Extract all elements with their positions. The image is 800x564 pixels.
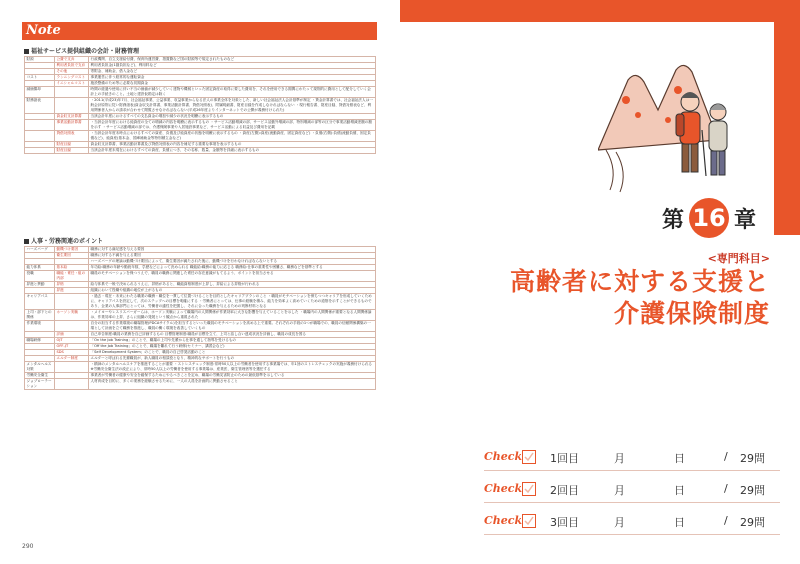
month-label: 月 — [614, 484, 625, 497]
row-subcategory: 資金収支計算書 — [55, 114, 89, 120]
checkbox[interactable] — [522, 450, 536, 464]
month-label: 月 — [614, 516, 625, 529]
row-description: エルダーと呼ばれる先輩職員が、新人職員の相談役となり、精神的なサポートを行うもの — [89, 356, 376, 362]
orange-side-band — [774, 0, 800, 235]
row-category: ハーズバーグ — [25, 247, 55, 253]
row-description: 事業運営に伴う経常的な運転資金 — [89, 75, 376, 81]
check-row — [484, 510, 780, 535]
checkmark-icon — [523, 483, 535, 495]
square-bullet-icon — [24, 239, 29, 244]
finance-table — [24, 56, 376, 154]
chapter-suffix: 章 — [734, 206, 757, 233]
row-category: 上司・部下との関係 — [25, 310, 55, 321]
row-description: 年功給:職務の年齢や勤続年数、学歴などによって決められる 職能給:職務の能力に応じる 職務給:仕事の重要性や困難さ、職務などを基準とする — [89, 265, 376, 271]
row-subcategory: 財産目録 — [55, 142, 89, 148]
row-description: 当該会計年度におけるすべての支払資金の増加や減少の状況を明瞭に表示するもの — [89, 114, 376, 120]
row-category: 減価償却 — [25, 87, 55, 98]
note-header-bar — [22, 22, 377, 40]
row-description: 施設整備のため等に必要な初期資金 — [89, 81, 376, 87]
chapter-number-badge: 16 — [689, 198, 729, 238]
row-subcategory: 職能・責任・組の内部 — [55, 271, 89, 282]
chapter-title-line2: 介護保険制度 — [613, 299, 770, 328]
row-subcategory — [55, 321, 89, 332]
day-label: 日 — [674, 516, 685, 529]
check-label: Check — [484, 482, 523, 495]
row-subcategory: 基本給 — [55, 265, 89, 271]
row-subcategory: ホーソン実験 — [55, 310, 89, 321]
question-total: 29問 — [740, 516, 765, 529]
section-heading-hr — [24, 236, 103, 245]
row-subcategory: SDS — [55, 350, 89, 356]
row-description: ハーズバーグの理論は動機づけ要因によって、衛生要因が満たされた後に、動機づけを行わなければならないとする — [89, 259, 376, 265]
table-row — [25, 87, 376, 98]
row-subcategory: エルダー制度 — [55, 356, 89, 362]
row-description: 職務に対する不満を与える要因 — [89, 253, 376, 259]
row-description: ・2011(平成23)年7月、社会福祉事業、公益事業、収益事業からなる法人の事業全体を対象とした、新しい社会福祉法人会計基準が制定 ・貸金計算書では、社会福祉法人は一般会計原則に従い財務諸表(資金収支計算書、事業活動計算書、貸借対照表)、附属明細書、財産目録を作成しなければならない ・現行報告書、財産目録、貸借対照表など、利用関係者人からの請求が合わせて閲覧させなければならない(平成26年度よりインターネットでの公開が義務付けられた) — [89, 98, 376, 114]
chapter-prefix: 第 — [662, 206, 685, 233]
row-category: 役職 — [25, 271, 55, 282]
table-row — [25, 120, 376, 131]
check-row — [484, 446, 780, 471]
day-label: 日 — [674, 484, 685, 497]
row-subcategory: 利用者負担で支弁 — [55, 63, 89, 69]
row-description: ・メイヨーやレスリスバーガーらは、ホーソン実験によって職場内の人間関係が作業効率に大きな影響を与えていることを示した ・職場内の人間関係が重要となる人間関係論は、作業効率の上昇、さらに組織の発展という観点から重視された — [89, 310, 376, 321]
row-subcategory: 動機づけ要因 — [55, 247, 89, 253]
row-subcategory: 事業活動計算書 — [55, 120, 89, 131]
row-description: ・当該会計年度における純資産の全ての増減の内容を明瞭に表示するもの ・サービス活動増減の部、サービス活動外増減の部、特別増減の部等の区分で事業活動増減差額の額を示す ・サービス活動増減の部では、介護保険事業や入居施設事業など、サービス活動による収益及び費用を記載 — [89, 120, 376, 131]
row-category: ジョブローテーション — [25, 379, 55, 390]
row-subcategory: 公費で支弁 — [55, 57, 89, 63]
row-description: 当該会計年度末現在におけるすべての資産、負債につき、その名称、数量、金額等を詳細に表示するもの — [89, 148, 376, 154]
table-row — [25, 294, 376, 310]
check-row — [484, 478, 780, 503]
row-category: 能力体系 — [25, 265, 55, 271]
section-title: 福祉サービス提供組織の会計・財務管理 — [31, 48, 140, 55]
square-bullet-icon — [24, 49, 29, 54]
row-description: 事業者が労働者の健康や安全を確保するためにやるべきことを定め、職場の労働災害防止のための最低基準を示している — [89, 373, 376, 379]
right-page — [400, 0, 800, 564]
row-description: 時間の経過や使用に伴い不当の価値が減少していく建物や機械といった固定資産の取得に要した費用を、それを使用できる期間にわたって規則的に費用として配分していく会計上の手続きのこと。土地と建設仮勘定は除く — [89, 87, 376, 98]
row-subcategory — [55, 362, 89, 373]
row-subcategory: 貸借対照表 — [55, 131, 89, 142]
subject-label: <専門科目> — [707, 252, 770, 265]
row-description: 寄附金、補助金、借入金など — [89, 69, 376, 75]
row-subcategory: 昇格 — [55, 282, 89, 288]
question-total: 29問 — [740, 452, 765, 465]
chapter-heading — [662, 198, 756, 238]
section-title: 人事・労務関連のポイント — [31, 238, 104, 245]
checkmark-icon — [523, 515, 535, 527]
row-subcategory — [55, 87, 89, 98]
row-subcategory: 昇進 — [55, 288, 89, 294]
table-row — [25, 362, 376, 373]
row-description: ・精神のメンタルヘルスケアを推進することが重要 ・ストレスチェック制度:常時50人以上の労働者を使用する事業場では、年1回のストレスチェックの実施が義務付けられる ※労働安全衛生法の改正により、常時50人以上の労働者を使用する事業場は、産業医、衛生管理者等を選任する — [89, 362, 376, 373]
row-subcategory: OFF-JT — [55, 344, 89, 350]
check-label: Check — [484, 450, 523, 463]
row-subcategory: 評価 — [55, 332, 89, 338]
table-row — [25, 98, 376, 114]
page-number: 290 — [22, 543, 34, 550]
row-description: 資金収支計算書、事業活動計算書及び貸借対照表の内容を補足する重要な事項を表示するもの — [89, 142, 376, 148]
table-row — [25, 310, 376, 321]
row-category: 昇進と異動 — [25, 282, 55, 288]
row-subcategory: 財産目録 — [55, 148, 89, 154]
row-description: 組織において役職や組織の地位が上がるもの — [89, 288, 376, 294]
attempt-count: 1回目 — [550, 452, 579, 465]
table-row — [25, 379, 376, 390]
row-category: 職場研修 — [25, 338, 55, 344]
row-subcategory: ランニングコスト — [55, 75, 89, 81]
row-category — [25, 131, 55, 142]
row-description: 人材育成を目的に、多くの業務を経験させるために、一人の人員を計画的に異動させること — [89, 379, 376, 390]
row-description: 行政機関、自立支援給付費、保育所運営費、措置費など国の財源等で規定されたものなど — [89, 57, 376, 63]
row-subcategory — [55, 294, 89, 310]
row-description: 自己申告制度:職員の業務を自己評価するもの 目標管理制度:職員が目標を立て、上司と話し合い達成状況を評価し、職員の成長を図る — [89, 332, 376, 338]
row-subcategory: その他 — [55, 69, 89, 75]
slash: / — [724, 514, 728, 527]
slash: / — [724, 450, 728, 463]
chapter-title-line1: 高齢者に対する支援と — [509, 267, 770, 296]
check-label: Check — [484, 514, 523, 527]
checkbox[interactable] — [522, 482, 536, 496]
row-category: 財源 — [25, 57, 55, 63]
row-description: 職員のモチベーションを保つうえで、職員の職務に関連した責任の存在意識がもてるよう、ポイントを担当させる — [89, 271, 376, 282]
row-description: 「On the Job Training」のことで、職場の上司や先輩から仕事を通して指導を受けるもの — [89, 338, 376, 344]
table-row — [25, 271, 376, 282]
day-label: 日 — [674, 452, 685, 465]
hiking-couple-illustration — [598, 40, 738, 200]
note-title: Note — [26, 23, 61, 38]
table-row — [25, 148, 376, 154]
slash: / — [724, 482, 728, 495]
attempt-count: 2回目 — [550, 484, 579, 497]
row-description: 「Off the Job Training」のことで、職場を離れて行う研修(セミナー、講習会など) — [89, 344, 376, 350]
row-subcategory — [55, 379, 89, 390]
row-category: 財務諸表 — [25, 98, 55, 114]
row-subcategory: イニシャルコスト — [55, 81, 89, 87]
row-category — [25, 120, 55, 131]
row-description: 給与体系で一般で決められるうえに、昇格があると、職能資格制度が上昇し、昇給による昇格が行われる — [89, 282, 376, 288]
table-row — [25, 321, 376, 332]
row-description: 職務に対する満足感を与える要因 — [89, 247, 376, 253]
row-description: ・過去・現在・未来にわたる職業の職務・職位を一貫して位置づけることを目的としたキャリアプランのこと ・職員がモチベーションを保ちつつキャリアを形成していくために、キャリアパスを設定して、次のステップへの目標を明確にする ・労働者にとっては、仕事の経験を積み、能力を効率よく高めていくための道筋を示すことができるものであり、企業の人事部門にとっては、労働者の適性を把握し、それに合った職務を与えるための判断材料となる — [89, 294, 376, 310]
month-label: 月 — [614, 452, 625, 465]
row-description: ・当該会計年度末時点におけるすべての資産、負債及び純資産の状態を明瞭に表示するもの ・資産(左側):資産(流動資産、固定資産など) ・負債(右側):負債(流動負債、固定負債など)、純資産(基本金、国庫補助金等特別積立金など) — [89, 131, 376, 142]
row-description: 「Self Development System」のことで、職員の自己啓発活動のこと — [89, 350, 376, 356]
row-subcategory: 衛生要因 — [55, 253, 89, 259]
row-category: メンタルヘルス対策 — [25, 362, 55, 373]
checkmark-icon — [523, 451, 535, 463]
row-category: キャリアパス — [25, 294, 55, 310]
row-description: 利用者負担金(1割負担など)、利用料など — [89, 63, 376, 69]
hr-table — [24, 246, 376, 390]
question-total: 29問 — [740, 484, 765, 497]
orange-top-band — [400, 0, 800, 22]
row-category: 作業環境 — [25, 321, 55, 332]
row-category — [25, 148, 55, 154]
checkbox[interactable] — [522, 514, 536, 528]
table-row — [25, 131, 376, 142]
row-description: 自分の担当する作業環境の職場管理(PDCAサイクル)を担当するといった職員のモチベーションを高める上で重要。それぞれの手段の1つが職場での、職員の信頼関係構築の一環として計画を立て職務を推進し、職員の働く環境を改善していくもの — [89, 321, 376, 332]
row-subcategory — [55, 98, 89, 114]
section-heading-finance — [24, 46, 139, 55]
row-subcategory: OJT — [55, 338, 89, 344]
row-category: 労働安全衛生 — [25, 373, 55, 379]
attempt-count: 3回目 — [550, 516, 579, 529]
row-category: コスト — [25, 75, 55, 81]
